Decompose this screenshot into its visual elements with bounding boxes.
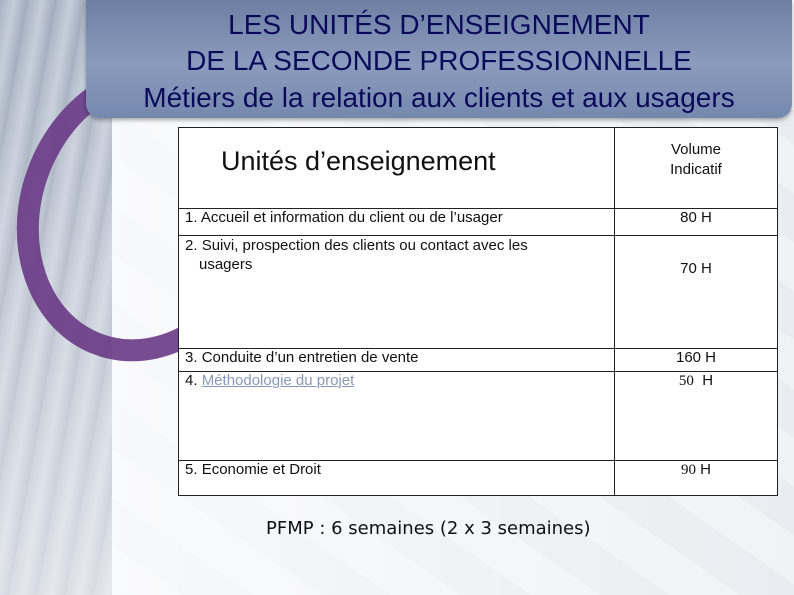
- methodologie-link[interactable]: Méthodologie du projet: [201, 372, 355, 389]
- volume-cell: 80 H: [615, 209, 778, 236]
- table-row: [179, 236, 778, 349]
- unit-cell: [179, 349, 615, 372]
- unit-number: 1.: [185, 209, 201, 226]
- title-line-3: Métiers de la relation aux clients et aux usagers: [143, 82, 735, 113]
- volume-cell: 70 H: [615, 236, 778, 349]
- title-line-2: DE LA SECONDE PROFESSIONNELLE: [186, 45, 692, 76]
- unit-number: 2.: [185, 237, 202, 254]
- table-header-row: [179, 128, 778, 209]
- title-banner: [86, 0, 792, 118]
- volume-cell: 160 H: [615, 349, 778, 372]
- unit-cell: [179, 209, 615, 236]
- unit-cell: [179, 236, 615, 349]
- unit-number: 3.: [185, 349, 202, 366]
- volume-unit: H: [700, 461, 711, 478]
- unit-cell: [179, 461, 615, 496]
- volume-cell: [615, 372, 778, 461]
- volume-value: 50: [678, 373, 694, 389]
- units-table: [178, 127, 778, 496]
- table-row: [179, 209, 778, 236]
- volume-value: 90: [680, 462, 696, 478]
- unit-number: 5.: [185, 461, 202, 478]
- unit-label: Economie et Droit: [201, 461, 321, 478]
- unit-label-line-2: usagers: [199, 256, 253, 273]
- volume-column-header: [615, 128, 778, 209]
- volume-cell: [615, 461, 778, 496]
- unit-cell: [179, 372, 615, 461]
- volume-unit: H: [702, 372, 714, 389]
- unit-label: Conduite d’un entretien de vente: [201, 349, 419, 366]
- table-row: [179, 372, 778, 461]
- pfmp-note: PFMP : 6 semaines (2 x 3 semaines): [266, 518, 591, 539]
- title-line-1: LES UNITÉS D’ENSEIGNEMENT: [228, 9, 650, 40]
- volume-header-line-1: Volume: [670, 141, 722, 158]
- units-column-header: Unités d’enseignement: [179, 128, 615, 209]
- table-row: [179, 461, 778, 496]
- unit-label-line-1: Suivi, prospection des clients ou contact avec les: [201, 237, 528, 254]
- unit-number: 4.: [185, 372, 202, 389]
- volume-header-line-2: Indicatif: [670, 161, 722, 178]
- table-row: [179, 349, 778, 372]
- unit-label: Accueil et information du client ou de l’usager: [200, 209, 503, 226]
